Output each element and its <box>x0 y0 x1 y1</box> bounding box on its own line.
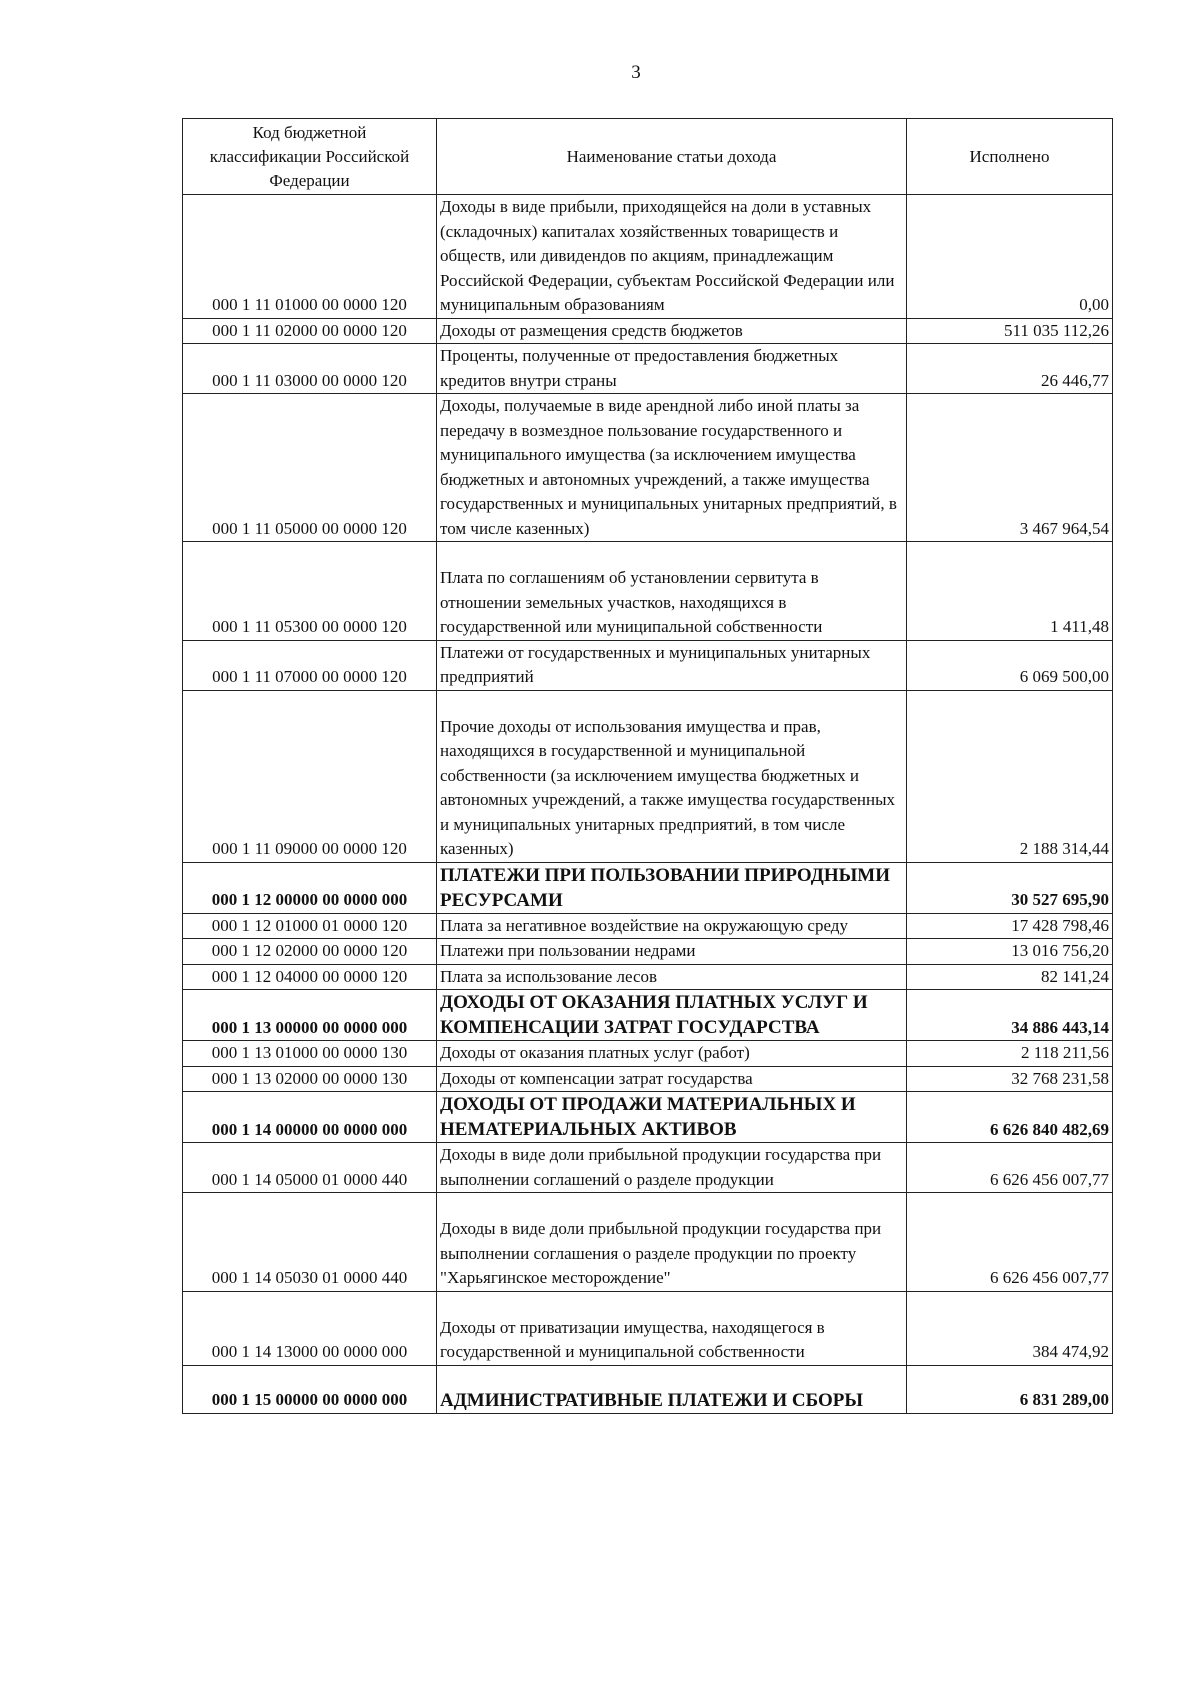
row-amount: 1 411,48 <box>907 542 1113 641</box>
row-name: Плата за использование лесов <box>437 964 907 990</box>
row-amount: 34 886 443,14 <box>907 990 1113 1041</box>
table-row <box>183 1193 1113 1292</box>
row-name: ДОХОДЫ ОТ ОКАЗАНИЯ ПЛАТНЫХ УСЛУГ И КОМПЕНСАЦИИ ЗАТРАТ ГОСУДАРСТВА <box>437 990 907 1041</box>
row-name: Доходы в виде доли прибыльной продукции государства при выполнении соглашений о разделе продукции <box>437 1143 907 1193</box>
section-row <box>183 1092 1113 1143</box>
row-name-cell <box>437 1193 907 1292</box>
row-code: 000 1 12 01000 01 0000 120 <box>183 913 437 939</box>
row-amount: 6 626 840 482,69 <box>907 1092 1113 1143</box>
table-row <box>183 318 1113 344</box>
table-row <box>183 1291 1113 1365</box>
row-name-cell <box>437 1291 907 1365</box>
row-name: Прочие доходы от использования имущества и прав, находящихся в государственной и муниципальной собственности (за исключением имущества бюджетных и автономных учреждений, а также имущества государственных и муниципальных унитарных предприятий, в том числе казенных) <box>440 716 896 858</box>
table-row <box>183 394 1113 542</box>
row-code: 000 1 13 01000 00 0000 130 <box>183 1041 437 1067</box>
row-amount: 82 141,24 <box>907 964 1113 990</box>
row-amount: 0,00 <box>907 195 1113 319</box>
section-row <box>183 862 1113 913</box>
row-code: 000 1 14 05030 01 0000 440 <box>183 1193 437 1292</box>
row-amount: 2 188 314,44 <box>907 690 1113 862</box>
header-name: Наименование статьи дохода <box>437 119 907 195</box>
row-amount: 32 768 231,58 <box>907 1066 1113 1092</box>
row-code: 000 1 13 00000 00 0000 000 <box>183 990 437 1041</box>
row-name: Доходы от оказания платных услуг (работ) <box>437 1041 907 1067</box>
header-code: Код бюджетной классификации Российской Федерации <box>183 119 437 195</box>
row-amount: 30 527 695,90 <box>907 862 1113 913</box>
table-row <box>183 542 1113 641</box>
row-name: Проценты, полученные от предоставления бюджетных кредитов внутри страны <box>437 344 907 394</box>
row-name: Платежи при пользовании недрами <box>437 939 907 965</box>
row-amount: 17 428 798,46 <box>907 913 1113 939</box>
row-amount: 511 035 112,26 <box>907 318 1113 344</box>
row-name: Доходы в виде прибыли, приходящейся на доли в уставных (складочных) капиталах хозяйственных товариществ и обществ, или дивидендов по акциям, принадлежащим Российской Федерации, субъектам Российской Федерации или муниципальным образованиям <box>437 195 907 319</box>
table-row <box>183 1143 1113 1193</box>
row-code: 000 1 12 04000 00 0000 120 <box>183 964 437 990</box>
row-name-cell <box>437 542 907 641</box>
row-name: Платежи от государственных и муниципальных унитарных предприятий <box>437 640 907 690</box>
row-name: ДОХОДЫ ОТ ПРОДАЖИ МАТЕРИАЛЬНЫХ И НЕМАТЕРИАЛЬНЫХ АКТИВОВ <box>437 1092 907 1143</box>
row-code: 000 1 11 05000 00 0000 120 <box>183 394 437 542</box>
table-row <box>183 939 1113 965</box>
row-amount: 2 118 211,56 <box>907 1041 1113 1067</box>
row-code: 000 1 11 05300 00 0000 120 <box>183 542 437 641</box>
revenue-table <box>182 118 1113 1414</box>
row-amount: 26 446,77 <box>907 344 1113 394</box>
row-code: 000 1 13 02000 00 0000 130 <box>183 1066 437 1092</box>
row-code: 000 1 12 02000 00 0000 120 <box>183 939 437 965</box>
row-code: 000 1 14 05000 01 0000 440 <box>183 1143 437 1193</box>
row-code: 000 1 11 01000 00 0000 120 <box>183 195 437 319</box>
row-code: 000 1 11 02000 00 0000 120 <box>183 318 437 344</box>
row-name: Доходы от компенсации затрат государства <box>437 1066 907 1092</box>
row-name: Доходы от приватизации имущества, находящегося в государственной и муниципальной собственности <box>440 1317 825 1361</box>
table-row <box>183 690 1113 862</box>
table-row <box>183 913 1113 939</box>
row-code: 000 1 14 13000 00 0000 000 <box>183 1291 437 1365</box>
row-name: АДМИНИСТРАТИВНЫЕ ПЛАТЕЖИ И СБОРЫ <box>437 1365 907 1413</box>
row-amount: 384 474,92 <box>907 1291 1113 1365</box>
table-row <box>183 344 1113 394</box>
section-row <box>183 990 1113 1041</box>
row-code: 000 1 14 00000 00 0000 000 <box>183 1092 437 1143</box>
row-name: Доходы от размещения средств бюджетов <box>437 318 907 344</box>
table-row <box>183 640 1113 690</box>
row-amount: 6 069 500,00 <box>907 640 1113 690</box>
section-row <box>183 1365 1113 1413</box>
header-amount: Исполнено <box>907 119 1113 195</box>
row-code: 000 1 15 00000 00 0000 000 <box>183 1365 437 1413</box>
row-code: 000 1 11 03000 00 0000 120 <box>183 344 437 394</box>
row-name: Плата по соглашениям об установлении сервитута в отношении земельных участков, находящихся в государственной или муниципальной собственности <box>440 568 823 636</box>
page-number: 3 <box>631 62 641 83</box>
table-header-row <box>183 119 1113 195</box>
row-amount: 6 831 289,00 <box>907 1365 1113 1413</box>
row-amount: 13 016 756,20 <box>907 939 1113 965</box>
row-code: 000 1 11 07000 00 0000 120 <box>183 640 437 690</box>
table-row <box>183 195 1113 319</box>
row-code: 000 1 12 00000 00 0000 000 <box>183 862 437 913</box>
row-amount: 3 467 964,54 <box>907 394 1113 542</box>
row-code: 000 1 11 09000 00 0000 120 <box>183 690 437 862</box>
row-name: Доходы в виде доли прибыльной продукции государства при выполнении соглашения о разделе продукции по проекту "Харьягинское месторождение" <box>440 1219 882 1287</box>
row-name: Плата за негативное воздействие на окружающую среду <box>437 913 907 939</box>
row-name: ПЛАТЕЖИ ПРИ ПОЛЬЗОВАНИИ ПРИРОДНЫМИ РЕСУРСАМИ <box>437 862 907 913</box>
row-name: Доходы, получаемые в виде арендной либо иной платы за передачу в возмездное пользование государственного и муниципального имущества (за исключением имущества бюджетных и автономных учреждений, а также имущества государственных и муниципальных унитарных предприятий, в том числе казенных) <box>437 394 907 542</box>
row-amount: 6 626 456 007,77 <box>907 1143 1113 1193</box>
row-name-cell <box>437 690 907 862</box>
table-row <box>183 1066 1113 1092</box>
table-row <box>183 964 1113 990</box>
table-row <box>183 1041 1113 1067</box>
row-amount: 6 626 456 007,77 <box>907 1193 1113 1292</box>
